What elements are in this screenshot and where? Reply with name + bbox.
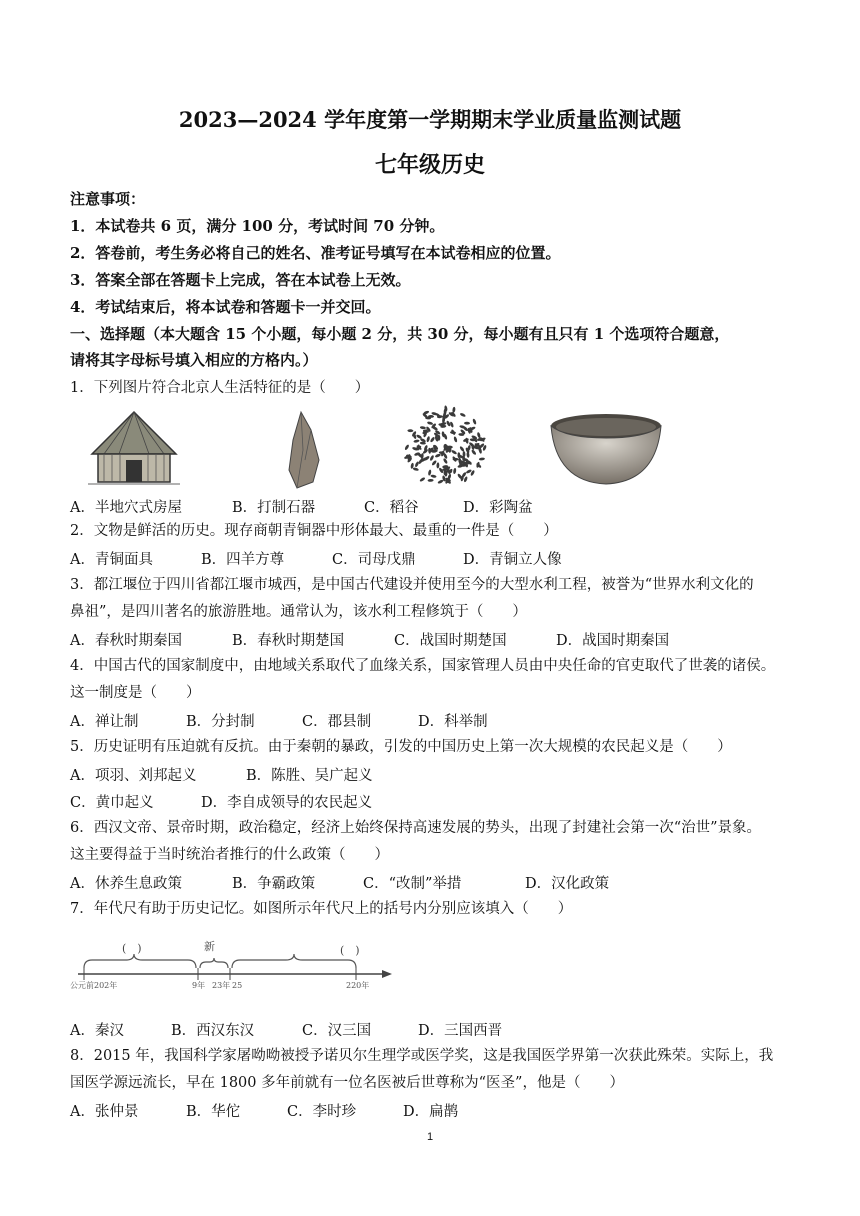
option-b[interactable]: B．四羊方尊 [201, 552, 285, 568]
rice-grain [404, 444, 410, 451]
timeline-tick-label: 25 [232, 981, 243, 990]
timeline-brace-right [232, 954, 356, 968]
rice-grain [420, 426, 426, 430]
option-a[interactable]: A．青铜面具 [70, 552, 153, 568]
option-c[interactable]: C．李时珍 [287, 1104, 357, 1120]
question-8-cont: 国医学源远流长，早在 1800 多年前就有一位名医被后世尊称为“医圣”，他是（ ） [70, 1075, 624, 1091]
rice-grain [429, 455, 434, 462]
option-a[interactable]: A．休养生息政策 [70, 876, 182, 892]
rice-grain [413, 439, 419, 443]
rice-grain [430, 474, 436, 478]
question-5: 5．历史证明有压迫就有反抗。由于秦朝的暴政，引发的中国历史上第一次大规模的农民起义是（ ） [70, 739, 732, 755]
timeline-figure [70, 930, 400, 1006]
option-b[interactable]: B．打制石器 [232, 500, 316, 516]
option-a[interactable]: A．张仲景 [70, 1104, 139, 1120]
question-3: 3．都江堰位于四川省都江堰市城西，是中国古代建设并使用至今的大型水利工程，被誉为“世界水利文化的 [70, 577, 754, 593]
timeline-tick-label: 公元前202年 [70, 981, 118, 990]
question-2: 2．文物是鲜活的历史。现存商朝青铜器中形体最大、最重的一件是（ ） [70, 523, 558, 539]
timeline-brace-middle [200, 958, 228, 968]
rice-grain [464, 422, 470, 425]
rice-grain [443, 458, 449, 465]
option-a[interactable]: A．项羽、刘邦起义 [70, 768, 197, 784]
option-d[interactable]: D．青铜立人像 [463, 552, 562, 568]
rice-grain [414, 461, 419, 468]
option-b[interactable]: B．春秋时期楚国 [232, 633, 345, 649]
question-1: 1．下列图片符合北京人生活特征的是（ ） [70, 380, 370, 396]
rice-grain [479, 457, 485, 460]
option-b[interactable]: B．西汉东汉 [171, 1023, 255, 1039]
rice-grain [427, 421, 434, 425]
rice-grain [428, 469, 432, 475]
rice-grain [451, 449, 458, 455]
option-d[interactable]: D．战国时期秦国 [556, 633, 670, 649]
rice-grain [452, 407, 456, 413]
question-6: 6．西汉文帝、景帝时期，政治稳定，经济上始终保持高速发展的势头，出现了封建社会第一次“治世”景象。 [70, 820, 762, 836]
option-a[interactable]: A．半地穴式房屋 [70, 500, 182, 516]
rice-grain [435, 453, 442, 458]
option-c[interactable]: C．司母戊鼎 [332, 552, 416, 568]
option-c[interactable]: C．战国时期楚国 [394, 633, 507, 649]
section-heading: 一、选择题（本大题含 15 个小题，每小题 2 分，共 30 分，每小题有且只有 1 个选项符合题意， [70, 325, 730, 343]
option-b[interactable]: B．陈胜、吴广起义 [246, 768, 373, 784]
timeline-bracket-label-left: ( ) [122, 942, 142, 955]
question-3-cont: 鼻祖”，是四川著名的旅游胜地。通常认为，该水利工程修筑于（ ） [70, 604, 527, 620]
option-d[interactable]: D．科举制 [418, 714, 488, 730]
painted-pottery-basin-image [548, 412, 664, 488]
question-7: 7．年代尺有助于历史记忆。如图所示年代尺上的括号内分别应该填入（ ） [70, 901, 573, 917]
option-a[interactable]: A．春秋时期秦国 [70, 633, 182, 649]
option-c[interactable]: C．汉三国 [302, 1023, 372, 1039]
option-b[interactable]: B．争霸政策 [232, 876, 316, 892]
option-c[interactable]: C．“改制”举措 [363, 876, 462, 892]
section-heading-cont: 请将其字母标号填入相应的方格内。） [70, 351, 318, 369]
timeline-xin-label: 新 [204, 940, 215, 953]
rice-grain [463, 476, 468, 483]
option-a[interactable]: A．秦汉 [70, 1023, 124, 1039]
rice-grain [431, 460, 437, 466]
exam-title: 2023—2024 学年度第一学期期末学业质量监测试题 [178, 107, 682, 132]
option-c[interactable]: C．稻谷 [364, 500, 419, 516]
question-8: 8．2015 年，我国科学家屠呦呦被授予诺贝尔生理学或医学奖，这是我国医学界第一次获此殊荣。实际上，我 [70, 1048, 774, 1064]
rice-grain [426, 436, 430, 443]
rice-grain [459, 412, 466, 417]
timeline-tick-label: 23年 [212, 981, 231, 990]
timeline-tick-label: 9年 [192, 981, 206, 990]
notice-heading: 注意事项： [70, 190, 146, 208]
rice-grain [430, 436, 436, 442]
rice-grain [459, 461, 462, 467]
option-d[interactable]: D．扁鹊 [403, 1104, 459, 1120]
notice-item: 1．本试卷共 6 页，满分 100 分，考试时间 70 分钟。 [70, 217, 445, 235]
option-c[interactable]: C．黄巾起义 [70, 795, 154, 811]
option-c[interactable]: C．郡县制 [302, 714, 372, 730]
rice-grain [437, 479, 444, 484]
rice-grain [471, 449, 477, 455]
timeline-arrow [382, 970, 392, 978]
question-4-cont: 这一制度是（ ） [70, 685, 201, 701]
option-a[interactable]: A．禅让制 [70, 714, 139, 730]
question-4: 4．中国古代的国家制度中，由地域关系取代了血缘关系，国家管理人员由中央任命的官吏取代了世袭的诸侯。 [70, 658, 776, 674]
rice-grain [453, 436, 458, 443]
question-6-cont: 这主要得益于当时统治者推行的什么政策（ ） [70, 847, 389, 863]
option-d[interactable]: D．彩陶盆 [463, 500, 533, 516]
notice-item: 3．答案全部在答题卡上完成，答在本试卷上无效。 [70, 271, 411, 289]
rice-grain [407, 429, 413, 432]
exam-subtitle: 七年级历史 [374, 152, 485, 178]
timeline-bracket-label-right: ( ) [340, 944, 360, 957]
timeline-tick-label: 220年 [346, 981, 370, 990]
notice-item: 2．答卷前，考生务必将自己的姓名、准考证号填写在本试卷相应的位置。 [70, 244, 561, 262]
option-d[interactable]: D．李自成领导的农民起义 [201, 795, 373, 811]
notice-item: 4．考试结束后，将本试卷和答题卡一并交回。 [70, 298, 381, 316]
rice-grain [453, 468, 457, 474]
timeline-brace-left [84, 954, 196, 968]
page-number: 1 [426, 1131, 434, 1143]
rice-grain [413, 467, 420, 471]
rice-grain [472, 418, 477, 425]
rice-grain [436, 462, 439, 468]
option-b[interactable]: B．分封制 [186, 714, 255, 730]
stone-tool-image [283, 410, 323, 490]
rice-grain [428, 479, 434, 482]
rice-grain [419, 477, 426, 483]
option-d[interactable]: D．汉化政策 [525, 876, 610, 892]
hut-image [84, 408, 184, 490]
option-b[interactable]: B．华佗 [186, 1104, 241, 1120]
rice-grains-image [400, 404, 490, 490]
option-d[interactable]: D．三国西晋 [418, 1023, 503, 1039]
